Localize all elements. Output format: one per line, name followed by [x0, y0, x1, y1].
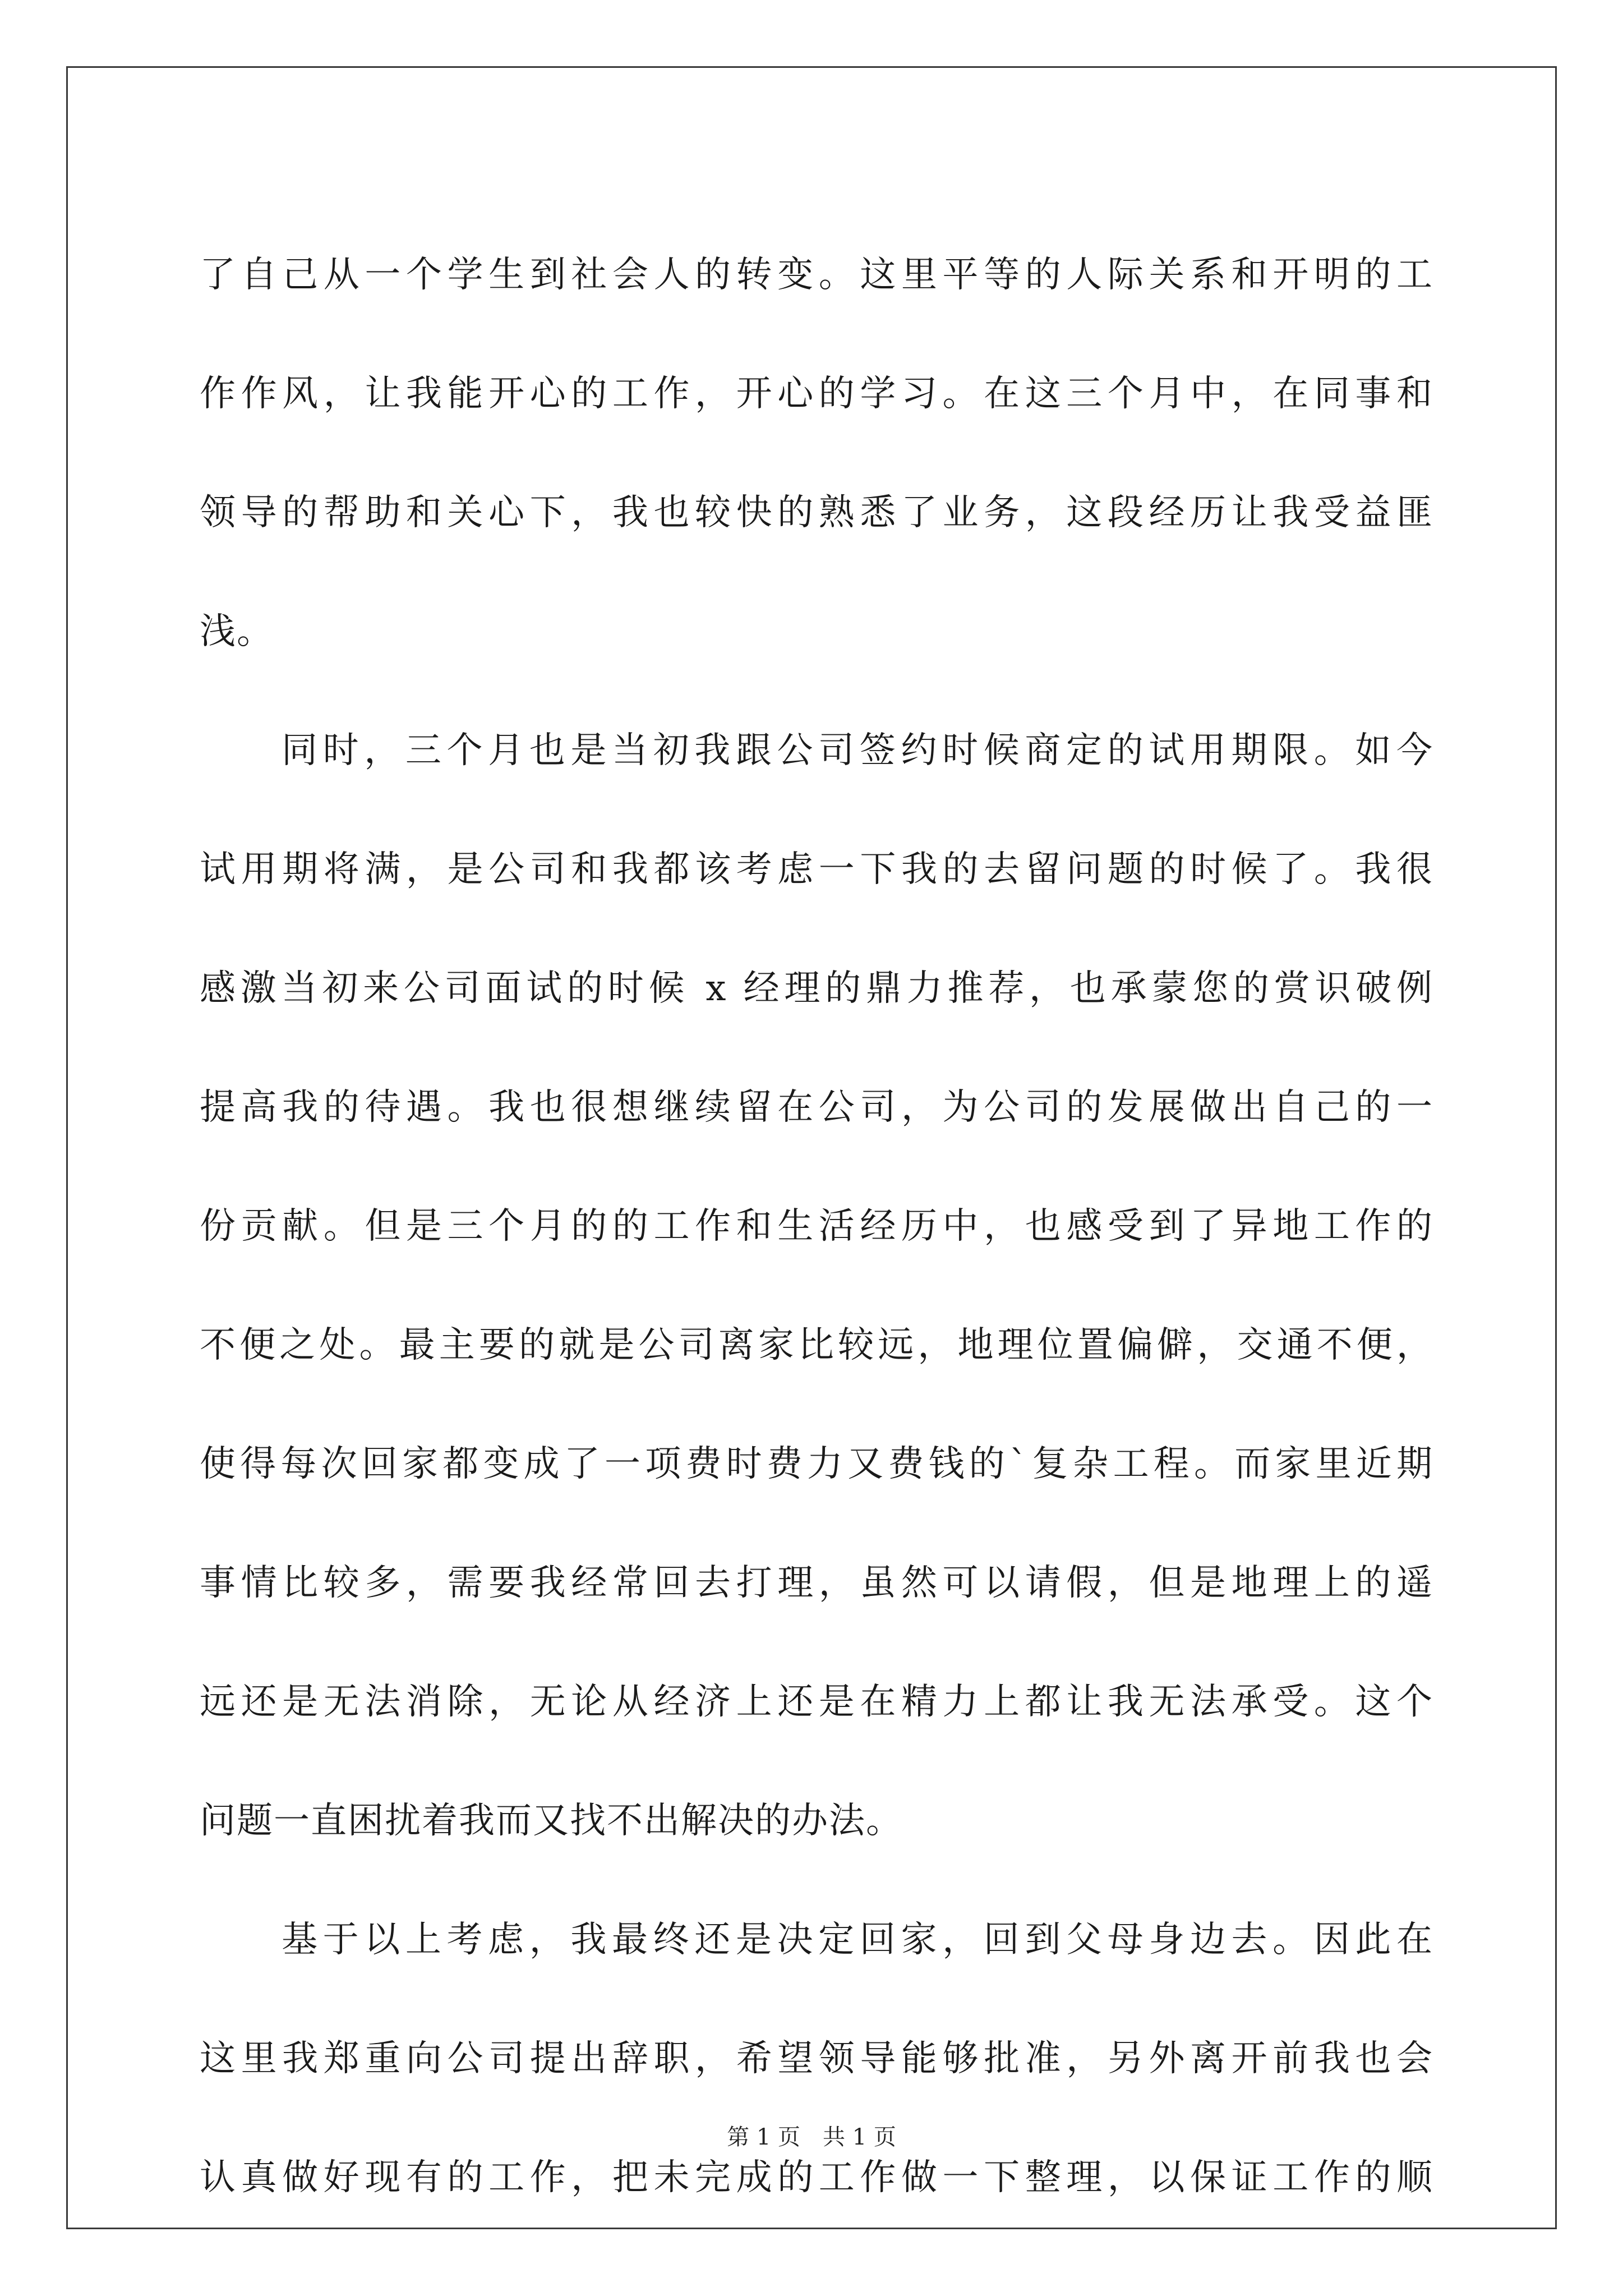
- text-line: 了自己从一个学生到社会人的转变。这里平等的人际关系和开明的工: [200, 254, 1433, 296]
- text-line: 试用期将满，是公司和我都该考虑一下我的去留问题的时候了。我很: [200, 849, 1433, 890]
- text-line: 作作风，让我能开心的工作，开心的学习。在这三个月中，在同事和: [200, 373, 1433, 415]
- text-line: 感激当初来公司面试的时候 x 经理的鼎力推荐，也承蒙您的赏识破例: [200, 968, 1433, 1009]
- text-line: 问题一直困扰着我而又找不出解决的办法。: [200, 1800, 903, 1842]
- text-line: 份贡献。但是三个月的的工作和生活经历中，也感受到了异地工作的: [200, 1205, 1433, 1247]
- text-line: 领导的帮助和关心下，我也较快的熟悉了业务，这段经历让我受益匪: [200, 492, 1433, 533]
- text-line: 远还是无法消除，无论从经济上还是在精力上都让我无法承受。这个: [200, 1681, 1433, 1723]
- text-line: 浅。: [200, 611, 274, 652]
- page-footer: [0, 2120, 1623, 2154]
- paragraph-start-line: 基于以上考虑，我最终还是决定回家，回到父母身边去。因此在: [282, 1919, 1433, 1961]
- text-line: 事情比较多，需要我经常回去打理，虽然可以请假，但是地理上的遥: [200, 1562, 1433, 1604]
- page-number-total: 共 1 页: [823, 2124, 896, 2150]
- text-line: 认真做好现有的工作，把未完成的工作做一下整理，以保证工作的顺: [200, 2157, 1433, 2198]
- paragraph-start-line: 同时，三个月也是当初我跟公司签约时候商定的试用期限。如今: [282, 730, 1433, 771]
- document-body: [200, 215, 1433, 2237]
- text-line: 这里我郑重向公司提出辞职，希望领导能够批准，另外离开前我也会: [200, 2038, 1433, 2079]
- text-line: 使得每次回家都变成了一项费时费力又费钱的`复杂工程。而家里近期: [200, 1443, 1433, 1485]
- text-line: 提高我的待遇。我也很想继续留在公司，为公司的发展做出自己的一: [200, 1087, 1433, 1128]
- text-line: 不便之处。最主要的就是公司离家比较远，地理位置偏僻，交通不便，: [200, 1324, 1433, 1366]
- page-number-current: 第 1 页: [727, 2124, 800, 2150]
